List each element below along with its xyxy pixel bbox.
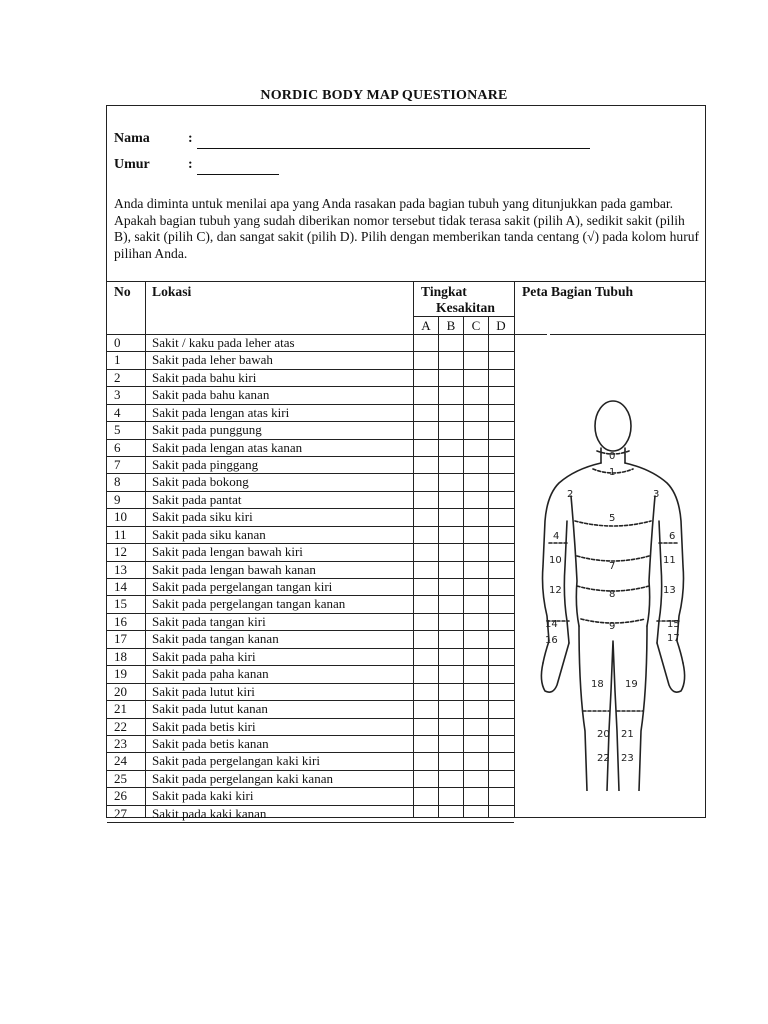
row-number: 3: [114, 387, 121, 403]
row-number: 26: [114, 788, 127, 804]
age-label: Umur: [114, 157, 150, 172]
row-number: 5: [114, 422, 121, 438]
map-label-5: 5: [609, 513, 616, 524]
row-location: Sakit pada tangan kiri: [152, 613, 266, 629]
level-checkbox-b[interactable]: [439, 649, 462, 664]
row-location: Sakit pada lutut kiri: [152, 683, 255, 699]
map-label-8: 8: [609, 589, 616, 600]
level-checkbox-a[interactable]: [414, 405, 437, 420]
level-checkbox-d[interactable]: [489, 788, 512, 803]
row-number: 8: [114, 474, 121, 490]
level-checkbox-d[interactable]: [489, 666, 512, 681]
map-label-12: 12: [549, 585, 562, 596]
level-checkbox-d[interactable]: [489, 701, 512, 716]
map-label-16: 16: [545, 635, 558, 646]
level-checkbox-c[interactable]: [464, 753, 487, 768]
level-checkbox-d[interactable]: [489, 457, 512, 472]
level-checkbox-a[interactable]: [414, 719, 437, 734]
level-checkbox-b[interactable]: [439, 666, 462, 681]
level-checkbox-b[interactable]: [439, 736, 462, 751]
level-checkbox-c[interactable]: [464, 474, 487, 489]
level-checkbox-d[interactable]: [489, 649, 512, 664]
row-number: 10: [114, 509, 127, 525]
level-checkbox-b[interactable]: [439, 422, 462, 437]
level-checkbox-a[interactable]: [414, 579, 437, 594]
level-header-c: C: [471, 318, 481, 333]
row-location: Sakit pada bokong: [152, 474, 249, 490]
level-checkbox-a[interactable]: [414, 753, 437, 768]
col-divider-no: [145, 281, 146, 818]
level-checkbox-c[interactable]: [464, 806, 487, 821]
row-location: Sakit pada siku kanan: [152, 526, 266, 542]
row-number: 14: [114, 579, 127, 594]
map-label-10: 10: [549, 555, 562, 566]
row-location: Sakit pada tangan kanan: [152, 631, 279, 647]
level-checkbox-c[interactable]: [464, 736, 487, 751]
row-number: 25: [114, 770, 127, 786]
header-divider: [107, 281, 705, 282]
row-location: Sakit pada bahu kanan: [152, 387, 270, 403]
level-checkbox-b[interactable]: [439, 719, 462, 734]
level-checkbox-d[interactable]: [489, 474, 512, 489]
row-divider: [107, 822, 514, 823]
level-checkbox-c[interactable]: [464, 771, 487, 786]
level-checkbox-b[interactable]: [439, 370, 462, 385]
row-location: Sakit pada kaki kiri: [152, 788, 254, 804]
level-checkbox-c[interactable]: [464, 509, 487, 524]
level-checkbox-d[interactable]: [489, 806, 512, 821]
level-checkbox-c[interactable]: [464, 352, 487, 367]
row-number: 7: [114, 457, 121, 472]
level-checkbox-b[interactable]: [439, 492, 462, 507]
map-label-0: 0: [609, 451, 616, 462]
level-checkbox-b[interactable]: [439, 544, 462, 559]
level-checkbox-a[interactable]: [414, 771, 437, 786]
level-checkbox-d[interactable]: [489, 771, 512, 786]
level-header-b: B: [446, 318, 456, 333]
map-label-1: 1: [609, 467, 616, 478]
level-checkbox-a[interactable]: [414, 631, 437, 646]
level-checkbox-c[interactable]: [464, 370, 487, 385]
level-checkbox-d[interactable]: [489, 544, 512, 559]
level-checkbox-b[interactable]: [439, 614, 462, 629]
header-level-line1: Tingkat: [421, 284, 467, 299]
map-label-9: 9: [609, 621, 616, 632]
level-checkbox-d[interactable]: [489, 719, 512, 734]
level-checkbox-c[interactable]: [464, 457, 487, 472]
level-checkbox-a[interactable]: [414, 352, 437, 367]
level-checkbox-c[interactable]: [464, 527, 487, 542]
header-body-map: Peta Bagian Tubuh: [522, 284, 634, 299]
row-location: Sakit pada lengan bawah kanan: [152, 561, 316, 577]
level-checkbox-d[interactable]: [489, 352, 512, 367]
row-location: Sakit pada lengan bawah kiri: [152, 544, 303, 560]
row-number: 1: [114, 352, 121, 368]
level-checkbox-b[interactable]: [439, 788, 462, 803]
level-checkbox-b[interactable]: [439, 440, 462, 455]
map-label-4: 4: [553, 531, 560, 542]
questionnaire-form: [106, 105, 706, 821]
level-checkbox-a[interactable]: [414, 370, 437, 385]
map-label-3: 3: [653, 489, 660, 500]
map-label-19: 19: [625, 679, 638, 690]
col-divider-map: [514, 281, 515, 818]
level-checkbox-d[interactable]: [489, 579, 512, 594]
row-number: 13: [114, 561, 127, 577]
map-label-2: 2: [567, 489, 574, 500]
level-checkbox-a[interactable]: [414, 736, 437, 751]
level-checkbox-a[interactable]: [414, 562, 437, 577]
level-checkbox-d[interactable]: [489, 440, 512, 455]
level-checkbox-c[interactable]: [464, 666, 487, 681]
level-checkbox-a[interactable]: [414, 335, 437, 350]
row-number: 21: [114, 701, 127, 716]
level-checkbox-c[interactable]: [464, 562, 487, 577]
level-checkbox-c[interactable]: [464, 684, 487, 699]
name-label: Nama: [114, 131, 150, 146]
row-location: Sakit pada siku kiri: [152, 509, 253, 525]
level-checkbox-a[interactable]: [414, 806, 437, 821]
row-location: Sakit pada pergelangan tangan kanan: [152, 596, 346, 612]
level-checkbox-a[interactable]: [414, 474, 437, 489]
level-checkbox-a[interactable]: [414, 387, 437, 402]
level-checkbox-d[interactable]: [489, 335, 512, 350]
level-checkbox-c[interactable]: [464, 387, 487, 402]
row-location: Sakit pada pantat: [152, 491, 242, 507]
level-checkbox-a[interactable]: [414, 649, 437, 664]
map-label-7: 7: [609, 561, 616, 572]
level-checkbox-a[interactable]: [414, 788, 437, 803]
row-number: 15: [114, 596, 127, 612]
level-checkbox-d[interactable]: [489, 753, 512, 768]
row-number: 20: [114, 683, 127, 699]
level-checkbox-c[interactable]: [464, 649, 487, 664]
row-location: Sakit / kaku pada leher atas: [152, 335, 295, 350]
level-checkbox-c[interactable]: [464, 544, 487, 559]
map-label-22: 22: [597, 753, 610, 764]
level-checkbox-d[interactable]: [489, 736, 512, 751]
level-checkbox-d[interactable]: [489, 370, 512, 385]
level-checkbox-b[interactable]: [439, 753, 462, 768]
level-checkbox-b[interactable]: [439, 457, 462, 472]
row-number: 2: [114, 369, 121, 385]
level-checkbox-a[interactable]: [414, 492, 437, 507]
row-number: 4: [114, 404, 121, 420]
row-number: 9: [114, 491, 121, 507]
level-checkbox-b[interactable]: [439, 701, 462, 716]
level-checkbox-d[interactable]: [489, 422, 512, 437]
row-location: Sakit pada bahu kiri: [152, 369, 257, 385]
level-checkbox-b[interactable]: [439, 387, 462, 402]
level-checkbox-d[interactable]: [489, 387, 512, 402]
row-number: 17: [114, 631, 127, 647]
row-location: Sakit pada lengan atas kiri: [152, 404, 290, 420]
row-number: 27: [114, 805, 127, 821]
row-location: Sakit pada paha kanan: [152, 666, 269, 682]
row-number: 23: [114, 735, 127, 751]
level-checkbox-a[interactable]: [414, 422, 437, 437]
row-number: 19: [114, 666, 127, 682]
level-checkbox-b[interactable]: [439, 405, 462, 420]
level-checkbox-c[interactable]: [464, 405, 487, 420]
row-number: 12: [114, 544, 127, 560]
level-checkbox-b[interactable]: [439, 684, 462, 699]
row-location: Sakit pada pinggang: [152, 457, 259, 472]
row-location: Sakit pada lengan atas kanan: [152, 439, 303, 455]
level-checkbox-c[interactable]: [464, 596, 487, 611]
name-colon: :: [188, 131, 193, 146]
map-label-13: 13: [663, 585, 676, 596]
row-number: 16: [114, 613, 127, 629]
map-label-6: 6: [669, 531, 676, 542]
row-location: Sakit pada paha kiri: [152, 648, 256, 664]
level-checkbox-b[interactable]: [439, 335, 462, 350]
body-map-figure: [535, 391, 695, 791]
row-location: Sakit pada pergelangan tangan kiri: [152, 579, 333, 594]
header-no: No: [114, 284, 131, 299]
level-checkbox-b[interactable]: [439, 562, 462, 577]
level-checkbox-a[interactable]: [414, 684, 437, 699]
map-header-bottom-line: [550, 334, 705, 335]
level-checkbox-c[interactable]: [464, 719, 487, 734]
level-checkbox-d[interactable]: [489, 631, 512, 646]
level-checkbox-a[interactable]: [414, 701, 437, 716]
map-label-23: 23: [621, 753, 634, 764]
map-label-17: 17: [667, 633, 680, 644]
row-location: Sakit pada kaki kanan: [152, 805, 267, 821]
row-location: Sakit pada pergelangan kaki kanan: [152, 770, 333, 786]
level-checkbox-a[interactable]: [414, 509, 437, 524]
level-checkbox-b[interactable]: [439, 527, 462, 542]
level-checkbox-c[interactable]: [464, 631, 487, 646]
map-label-11: 11: [663, 555, 676, 566]
row-number: 24: [114, 753, 127, 769]
header-level-line2: Kesakitan: [436, 300, 495, 315]
row-number: 0: [114, 335, 121, 350]
level-checkbox-b[interactable]: [439, 771, 462, 786]
row-number: 6: [114, 439, 121, 455]
instructions-text: Anda diminta untuk menilai apa yang Anda rasakan pada bagian tubuh yang ditunjukkan pada gambar. Apakah bagian tubuh yang sudah diberikan nomor tersebut tidak terasa sakit (pilih A), sedikit sakit (pilih B), sakit (pilih C), dan sangat sakit (pilih D). Pilih dengan memberikan tanda centang (√) pada kolom huruf pilihan Anda.: [114, 196, 700, 261]
row-location: Sakit pada lutut kanan: [152, 701, 268, 716]
map-label-21: 21: [621, 729, 634, 740]
level-checkbox-c[interactable]: [464, 422, 487, 437]
level-checkbox-d[interactable]: [489, 596, 512, 611]
level-checkbox-c[interactable]: [464, 788, 487, 803]
level-checkbox-d[interactable]: [489, 492, 512, 507]
level-checkbox-a[interactable]: [414, 457, 437, 472]
level-checkbox-d[interactable]: [489, 562, 512, 577]
level-checkbox-d[interactable]: [489, 684, 512, 699]
map-label-20: 20: [597, 729, 610, 740]
level-checkbox-b[interactable]: [439, 631, 462, 646]
row-location: Sakit pada punggung: [152, 422, 262, 438]
level-checkbox-c[interactable]: [464, 440, 487, 455]
row-number: 22: [114, 718, 127, 734]
level-checkbox-a[interactable]: [414, 527, 437, 542]
level-checkbox-c[interactable]: [464, 492, 487, 507]
level-checkbox-b[interactable]: [439, 509, 462, 524]
level-checkbox-d[interactable]: [489, 405, 512, 420]
row-location: Sakit pada leher bawah: [152, 352, 273, 368]
level-checkbox-a[interactable]: [414, 440, 437, 455]
level-checkbox-c[interactable]: [464, 614, 487, 629]
level-checkbox-a[interactable]: [414, 596, 437, 611]
age-field[interactable]: [197, 158, 279, 175]
row-location: Sakit pada pergelangan kaki kiri: [152, 753, 320, 769]
level-checkbox-b[interactable]: [439, 806, 462, 821]
level-checkbox-b[interactable]: [439, 352, 462, 367]
level-checkbox-d[interactable]: [489, 614, 512, 629]
level-checkbox-a[interactable]: [414, 666, 437, 681]
level-checkbox-b[interactable]: [439, 596, 462, 611]
map-label-18: 18: [591, 679, 604, 690]
level-checkbox-c[interactable]: [464, 701, 487, 716]
level-header-a: A: [421, 318, 431, 333]
level-header-d: D: [496, 318, 506, 333]
row-location: Sakit pada betis kiri: [152, 718, 256, 734]
level-checkbox-d[interactable]: [489, 527, 512, 542]
header-location: Lokasi: [152, 284, 192, 299]
row-location: Sakit pada betis kanan: [152, 735, 269, 751]
level-checkbox-b[interactable]: [439, 474, 462, 489]
age-colon: :: [188, 157, 193, 172]
map-label-15: 15: [667, 619, 680, 630]
level-checkbox-d[interactable]: [489, 509, 512, 524]
row-number: 11: [114, 526, 127, 542]
document-title: NORDIC BODY MAP QUESTIONARE: [260, 88, 508, 103]
map-label-14: 14: [545, 619, 558, 630]
level-checkbox-c[interactable]: [464, 335, 487, 350]
level-checkbox-b[interactable]: [439, 579, 462, 594]
level-checkbox-c[interactable]: [464, 579, 487, 594]
row-number: 18: [114, 648, 127, 664]
name-field[interactable]: [197, 132, 590, 149]
level-checkbox-a[interactable]: [414, 544, 437, 559]
level-checkbox-a[interactable]: [414, 614, 437, 629]
